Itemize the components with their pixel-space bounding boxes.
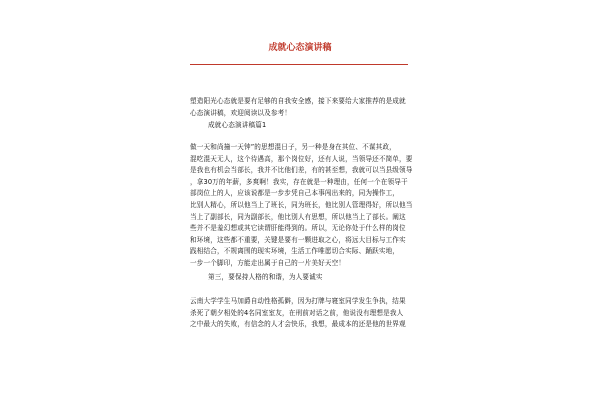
text-line: ，拿30万的年薪，多爽啊！我实，存在就是一种理由，任何一个在领导干 [190, 177, 408, 186]
final-paragraph [190, 296, 420, 331]
text-line: 些并不是羞幻想或其它读谓肝能得到的。所以，无论你处于什么样的岗位 [190, 224, 406, 233]
text-line: 塑造阳光心态就是要有足够的自我安全感，接下来要给大家推荐的是成就 [190, 97, 406, 105]
text-line: 一步一个脚印，方能走出属于自己的一片美好天空！ [190, 258, 346, 267]
title-divider [190, 64, 408, 65]
text-line: 和环境，这些都不重要，关键是要有一颗进取之心，将远大目标与工作实 [190, 235, 406, 244]
intro-paragraph [190, 96, 420, 119]
text-line: 之中最大的失败，有信念的人才会快乐，我想，最成本的还是他的世界观 [190, 320, 406, 329]
body-paragraph [190, 142, 420, 270]
text-line: 部岗位上的人，应该说都是一步步凭自己本事闯出来的，同为操作工， [190, 189, 400, 198]
text-line: 心态演讲稿，欢迎阅读以及参考！ [190, 108, 292, 117]
subheading-text: 第三，要保持人格的和谐，为人要诚实 [208, 273, 323, 281]
text-line: 践相结合，不规离围的现实环境，生活工作唯愿切合实际、踊跃实地， [190, 247, 400, 256]
text-line: 做一天和尚撞一天钟”的思想混日子，另一种是身在其位、不谋其政， [190, 143, 396, 151]
document-title: 成就心态演讲稿 [268, 43, 332, 53]
section-heading-text: 成就心态演讲稿篇1 [208, 121, 267, 129]
text-line: 比别人精心，所以他当上了班长，同为班长，他比别人管理得好，所以他当 [190, 200, 413, 209]
text-line: 当上了副部长，同为副部长，他比别人有思想，所以他当上了部长。阐这 [190, 212, 406, 221]
subheading [190, 272, 438, 284]
section-heading [190, 120, 438, 132]
text-line: 是我也有机会当部长，我并不比他们差，有的甚至想，我就可以当县级领导 [190, 166, 413, 175]
text-line: 云南大学学生马加爵自动性格孤僻，因为打牌与寝室同学发生争执，结果 [190, 297, 406, 305]
text-line: 混吃混天无人，这个待遇高，那个岗位好，还有人说，当领导还不简单，要 [190, 154, 413, 163]
text-line: 杀死了朝夕相处的4名同室室友，在刑前对话之前，他说没有理想是我人 [190, 308, 404, 317]
